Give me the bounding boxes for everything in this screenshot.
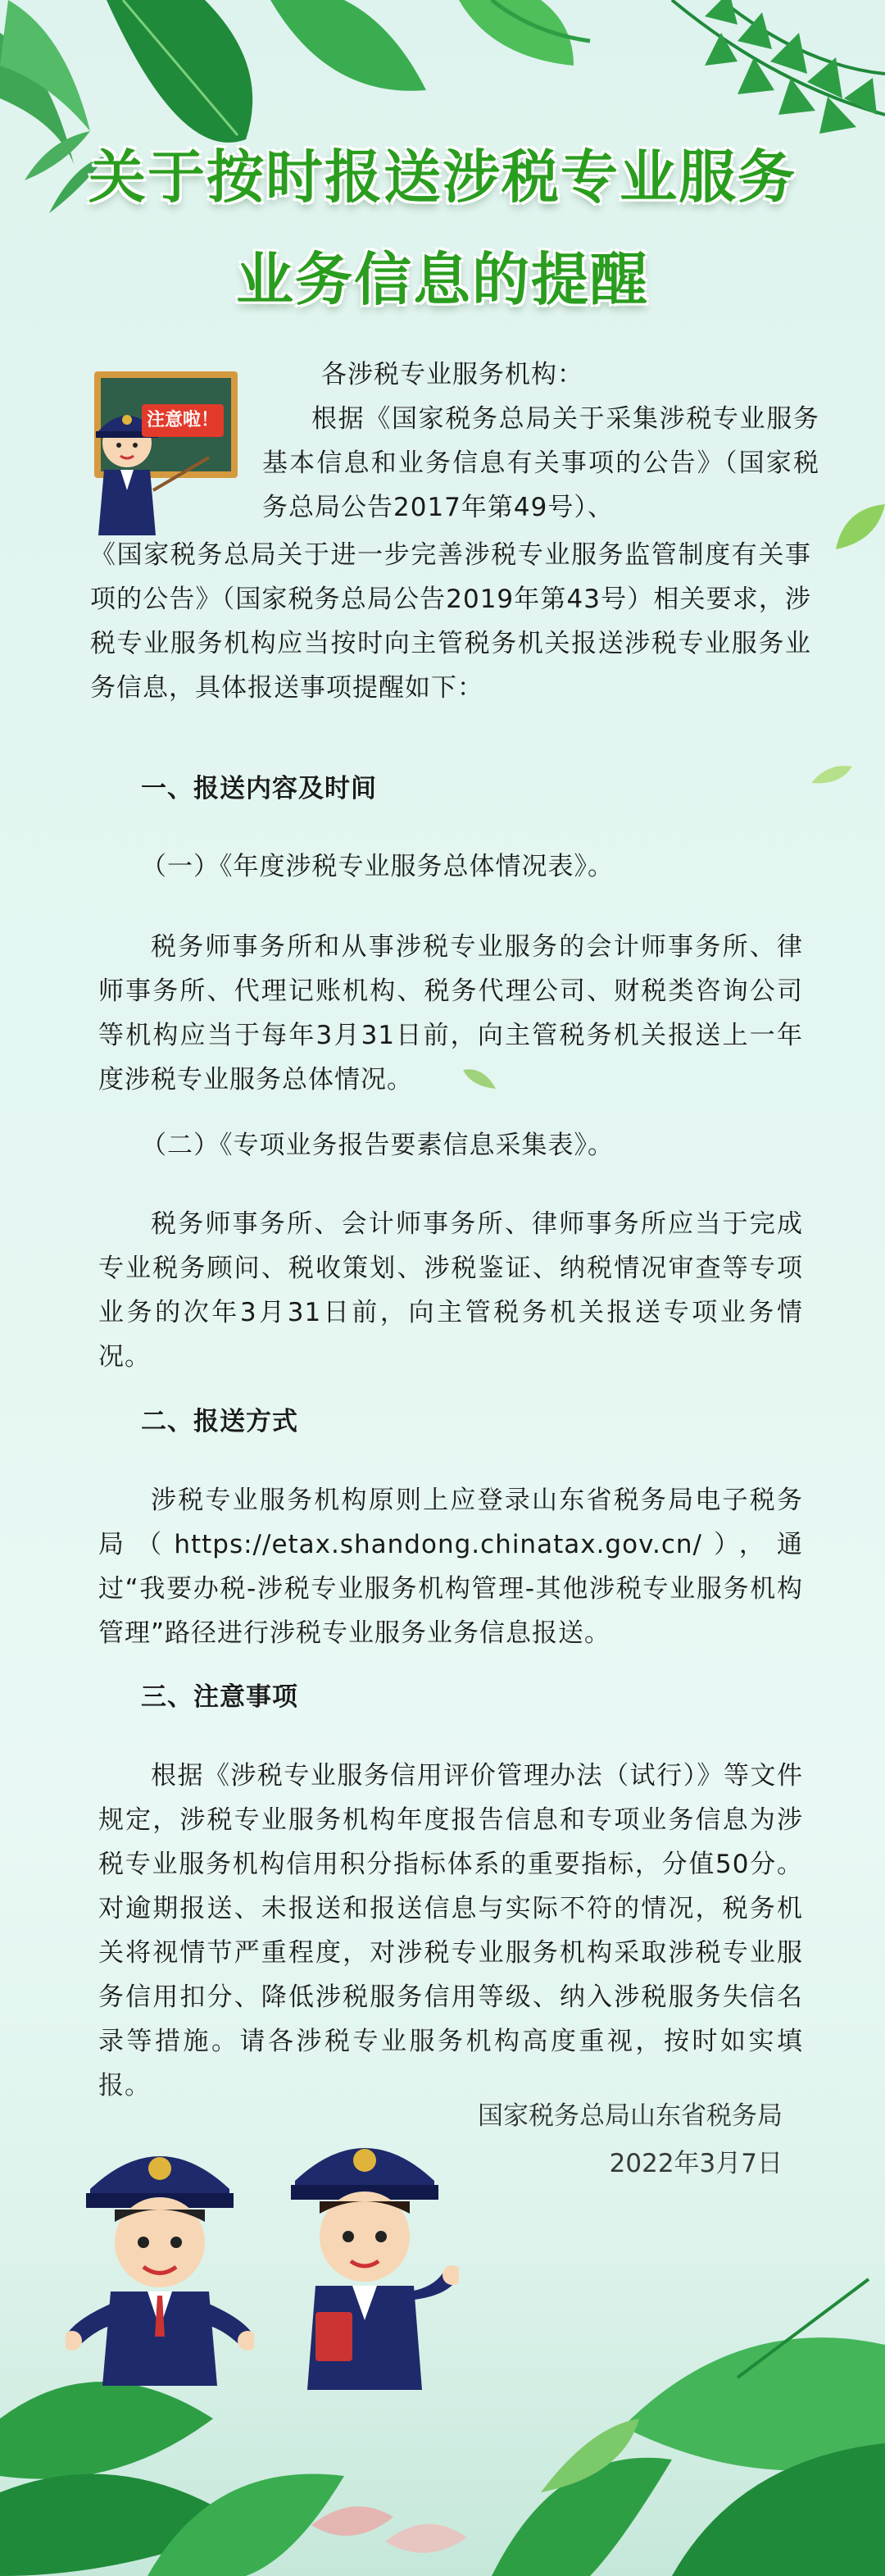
section-2-body: 涉税专业服务机构原则上应登录山东省税务局电子税务局（https://etax.shandong.chinatax.gov.cn/），通过“我要办税-涉税专业服务机构管理-其他涉税专业服务机构管理”路径进行涉税专业服务业务信息报送。: [98, 1486, 803, 1648]
intro-paragraph-part-1: 根据《国家税务总局关于采集涉税专业服务基本信息和业务信息有关事项的公告》（国家税务总局公告2017年第49号）、: [262, 404, 819, 522]
section-1-item-2-body: 税务师事务所、会计师事务所、律师事务所应当于完成专业税务顾问、税收策划、涉税鉴证、纳税情况审查等专项业务的次年3月31日前，向主管税务机关报送专项业务情况。: [98, 1209, 803, 1372]
section-3-body: 根据《涉税专业服务信用评价管理办法（试行）》等文件规定，涉税专业服务机构年度报告信息和专项业务信息为涉税专业服务机构信用积分指标体系的重要指标，分值50分。对逾期报送、未报送和报送信息与实际不符的情况，税务机关将视情节严重程度，对涉税专业服务机构采取涉税专业服务信用扣分、降低涉税服务信用等级、纳入涉税服务失信名: [98, 1761, 803, 2012]
tax-officer-illustration: [270, 2123, 459, 2402]
floating-leaf-icon: [828, 500, 885, 558]
page-title-line-2: 业务信息的提醒: [236, 246, 649, 313]
section-1-item-1-body: 税务师事务所和从事涉税专业服务的会计师事务所、律师事务所、代理记账机构、税务代理公司、财税类咨询公司等机构应当于每年3月31日前，向主管税务机关报送上一年度涉税专业服务总体情况。: [98, 932, 803, 1095]
salutation: 各涉税专业服务机构：: [321, 360, 583, 389]
section-2-heading: 二、报送方式: [141, 1407, 298, 1436]
section-3-heading: 三、注意事项: [141, 1682, 298, 1712]
floating-leaf-icon: [811, 762, 852, 787]
page-title-line-1: 关于按时报送涉税专业服务: [88, 143, 796, 211]
floating-leaf-icon: [463, 1066, 496, 1090]
intro-paragraph-part-2: 《国家税务总局关于进一步完善涉税专业服务监管制度有关事项的公告》（国家税务总局公告2019年第43号）相关要求，涉税专业服务机构应当按时向主管税务机关报送涉税专业服务业务信息，具体报送事项提醒如下：: [90, 540, 811, 703]
notice-board-text: 注意啦！: [142, 404, 224, 437]
notice-board-illustration: [78, 367, 242, 539]
tax-officer-illustration: [66, 2132, 254, 2402]
section-1-item-2-title: （二）《专项业务报告要素信息采集表》。: [141, 1131, 614, 1160]
section-1-item-1-title: （一）《年度涉税专业服务总体情况表》。: [141, 852, 614, 881]
section-1-heading: 一、报送内容及时间: [141, 774, 377, 803]
